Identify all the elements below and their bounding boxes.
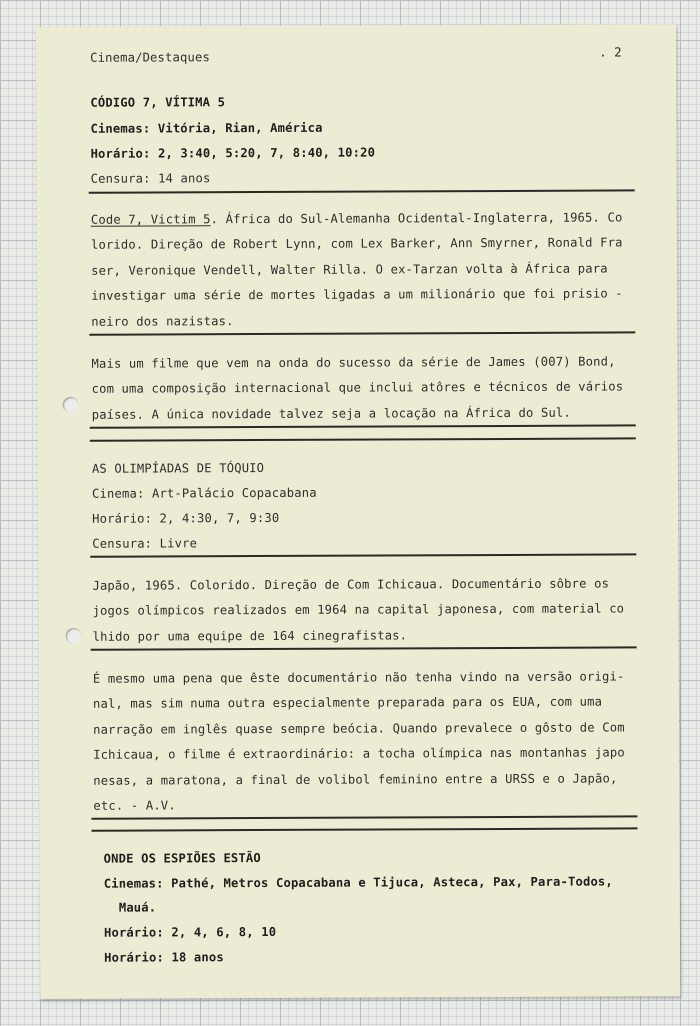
review-line: Ichicaua, o filme é extraordinário: a tocha olímpica nas montanhas japo — [93, 745, 625, 762]
synopsis-line: jogos olímpicos realizados em 1964 na capital japonesa, com material co — [92, 601, 625, 618]
review-line: etc. - A.V. — [93, 798, 176, 813]
divider-rule — [89, 331, 635, 335]
review-line: nesas, a maratona, a final de volibol feminino entre a URSS e o Japão, — [93, 771, 618, 788]
page-number: . 2 — [599, 44, 622, 60]
typewritten-page — [36, 24, 680, 999]
divider-rule — [92, 827, 638, 831]
synopsis-line: Japão, 1965. Colorido. Direção de Com Ichicaua. Documentário sôbre os — [92, 576, 610, 593]
film-info-line: Horário: 18 anos — [104, 950, 224, 965]
synopsis-line: lorido. Direção de Robert Lynn, com Lex Barker, Ann Smyrner, Ronald Fra — [90, 235, 623, 252]
synopsis-line: investigar uma série de mortes ligadas a um milionário que foi prisio - — [91, 286, 623, 303]
film-info-line: Horário: 2, 4, 6, 8, 10 — [103, 924, 277, 940]
film-info-line: Cinemas: Vitória, Rian, América — [90, 120, 323, 136]
film-info-line: Censura: 14 anos — [90, 171, 211, 186]
review-line: Mais um filme que vem na onda do sucesso da série de James (007) Bond, — [91, 354, 616, 371]
synopsis-line: ser, Veronique Vendell, Walter Rilla. O ex-Tarzan volta à África para — [91, 261, 608, 278]
divider-rule — [91, 646, 637, 650]
divider-rule — [90, 424, 636, 428]
film-info-line: Censura: Livre — [92, 536, 198, 551]
synopsis-line: neiro dos nazistas. — [91, 314, 234, 329]
original-title: Code 7, Victim 5 — [90, 212, 211, 227]
divider-rule — [89, 189, 635, 193]
section-header: Cinema/Destaques — [90, 50, 210, 65]
film-title: ONDE OS ESPIÕES ESTÃO — [103, 851, 261, 866]
film-info-line: Horário: 2, 3:40, 5:20, 7, 8:40, 10:20 — [90, 145, 376, 161]
film-title: CÓDIGO 7, VÍTIMA 5 — [90, 95, 226, 110]
review-line: nal, mas sim numa outra especialmente preparada para os EUA, com uma — [92, 694, 603, 711]
synopsis-line: Code 7, Victim 5. África do Sul-Alemanha Ocidental-Inglaterra, 1965. Co — [90, 210, 623, 227]
film-info-line: Mauá. — [103, 900, 157, 915]
punch-hole — [66, 628, 82, 644]
review-line: países. A única novidade talvez seja a locação na África do Sul. — [91, 405, 571, 422]
divider-rule — [90, 553, 636, 557]
film-info-line: Cinema: Art-Palácio Copacabana — [92, 485, 317, 501]
review-line: É mesmo uma pena que êste documentário não tenha vindo na versão origi- — [92, 669, 625, 686]
review-line: com uma composição internacional que inclui atôres e técnicos de vários — [91, 379, 624, 396]
film-info-line: Cinemas: Pathé, Metros Copacabana e Tijuca, Asteca, Pax, Para-Todos, — [103, 874, 613, 891]
punch-hole — [63, 397, 79, 413]
film-title: AS OLIMPÍADAS DE TÓQUIO — [91, 461, 265, 476]
divider-rule — [91, 815, 637, 819]
review-line: narração em inglês quase sempre beócia. Quando prevalece o gôsto de Com — [93, 720, 625, 737]
synopsis-line: lhido por uma equipe de 164 cinegrafistas. — [92, 628, 408, 644]
film-info-line: Horário: 2, 4:30, 7, 9:30 — [92, 510, 280, 526]
divider-rule — [90, 437, 636, 441]
